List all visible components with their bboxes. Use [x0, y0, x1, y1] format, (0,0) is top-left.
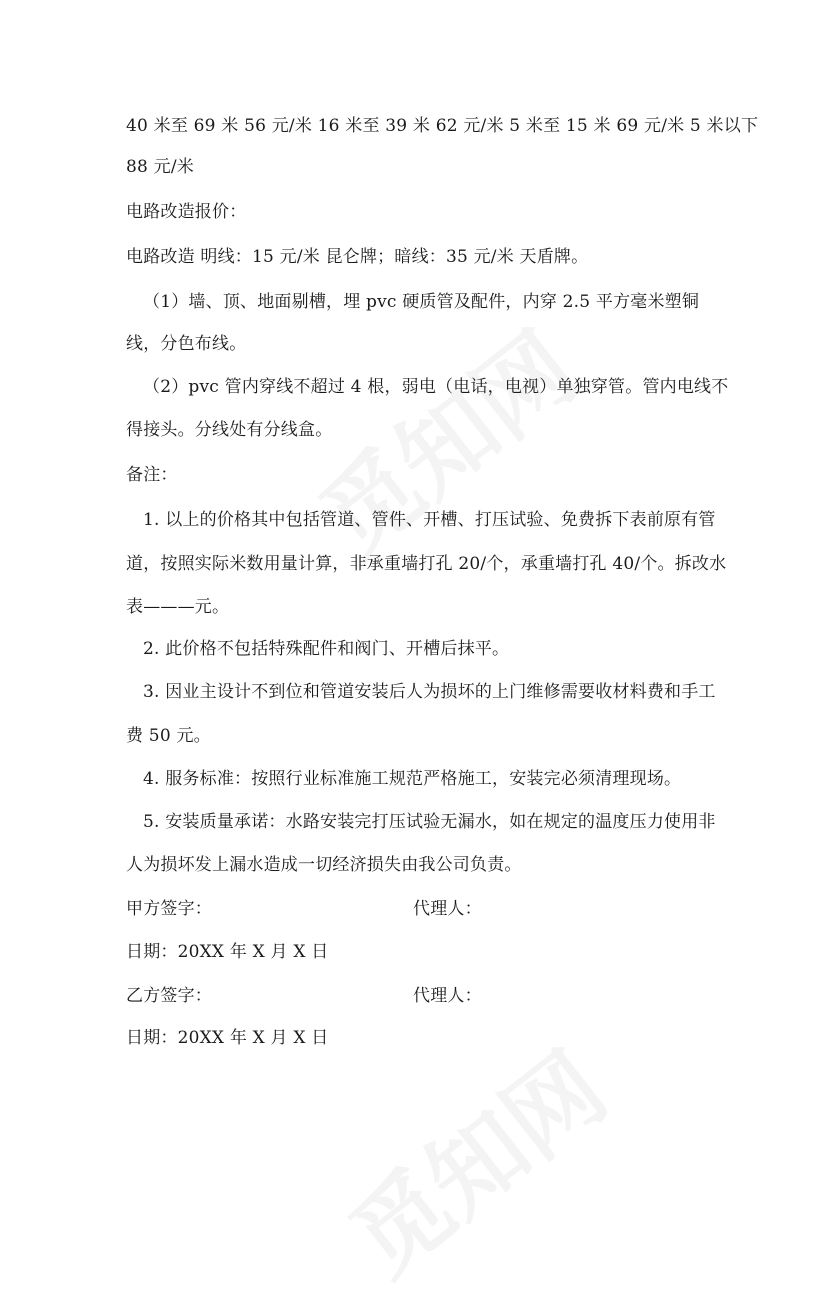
watermark	[288, 296, 599, 581]
note-3-line-1: 3. 因业主设计不到位和管道安装后人为损坏的上门维修需要收材料费和手工	[143, 682, 716, 702]
party-a-signature: 甲方签字：	[126, 899, 212, 919]
agent-b-signature: 代理人：	[413, 986, 482, 1006]
note-1-line-3: 表———元。	[126, 597, 230, 617]
section-heading-electric: 电路改造报价：	[126, 202, 247, 222]
date-a: 日期：20XX 年 X 月 X 日	[126, 942, 329, 962]
price-line-1	[126, 114, 759, 138]
date-b: 日期：20XX 年 X 月 X 日	[126, 1028, 329, 1048]
notes-heading: 备注：	[126, 465, 178, 485]
item-1-line-1: （1）墙、顶、地面剔槽，埋 pvc 硬质管及配件，内穿 2.5 平方毫米塑铜	[143, 292, 700, 312]
price-line-2: 88 元/米	[126, 157, 194, 177]
note-2: 2. 此价格不包括特殊配件和阀门、开槽后抹平。	[143, 639, 510, 659]
note-5-line-1: 5. 安装质量承诺：水路安装完打压试验无漏水，如在规定的温度压力使用非	[143, 812, 716, 832]
note-5-line-2: 人为损坏发上漏水造成一切经济损失由我公司负责。	[126, 855, 522, 875]
note-1-line-2: 道，按照实际米数用量计算，非承重墙打孔 20/个，承重墙打孔 40/个。拆改水	[126, 554, 727, 574]
item-1-line-2: 线，分色布线。	[126, 334, 247, 354]
item-2-line-2: 得接头。分线处有分线盒。	[126, 420, 333, 440]
note-3-line-2: 费 50 元。	[126, 726, 211, 746]
price-text: 40 米至 69 米 56 元/米 16 米至 39 米 62 元/米 5 米至 15 米 69 元/米 5 米以下	[126, 116, 759, 136]
party-b-signature: 乙方签字：	[126, 986, 212, 1006]
watermark-bottom	[318, 1016, 629, 1301]
note-1-line-1: 1. 以上的价格其中包括管道、管件、开槽、打压试验、免费拆下表前原有管	[143, 510, 716, 530]
item-2-line-1: （2）pvc 管内穿线不超过 4 根，弱电（电话，电视）单独穿管。管内电线不	[143, 377, 729, 397]
electric-price: 电路改造 明线：15 元/米 昆仑牌；暗线：35 元/米 天盾牌。	[126, 247, 589, 267]
agent-a-signature: 代理人：	[413, 899, 482, 919]
note-4: 4. 服务标准：按照行业标准施工规范严格施工，安装完必须清理现场。	[143, 769, 682, 789]
